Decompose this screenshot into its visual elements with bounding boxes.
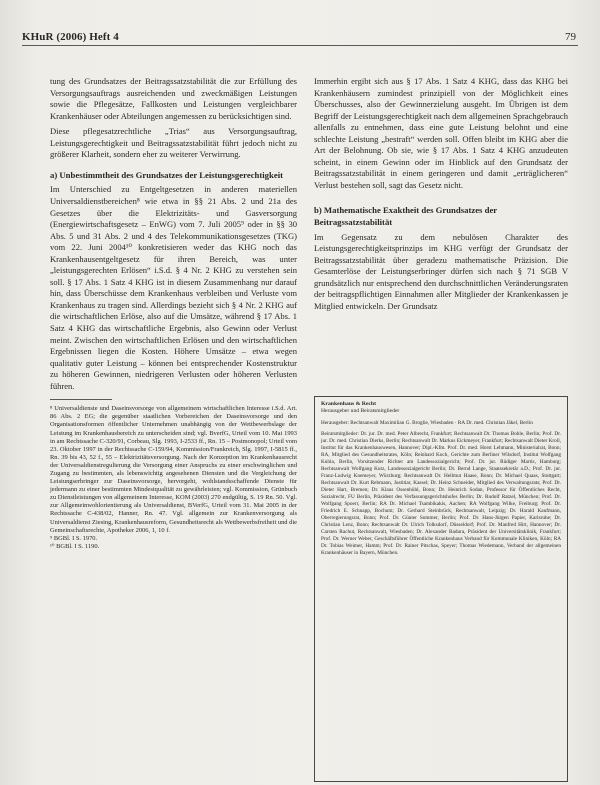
imprint-title: Krankenhaus & Recht bbox=[321, 401, 376, 407]
imprint-board-members: Beiratsmitglieder: Dr. jur. Dr. med. Peter Albrecht, Frankfurt; Rechtsanwalt Dr. Thomas Bohle, Berlin; Prof. Dr. jur. Dr. med. Christian Dierks, Berlin; Rechtsanwalt Dr. Markus Eickmeyer, Frankfurt; Rechtsanwalt Dieter Kroll, Institut für das Krankenhauswesen, Hannover; Dipl.-Kfm. Prof. Dr. med. Horst Lehmann, Ministerialrat, Bonn; RA, Mitglied des Gesundheitsrates, Köln; Reinhard Koch, Gerichte zum Berliner Wilsdorf, Institut Wolfgang Kuhla, Berlin, Vorsitzender Richter am Landessozialgericht; Prof. Dr. jur. Rüdiger Martis, Hamburg; Rechtsanwalt Wolfgang Kutz, Landessozialgericht Berlin; Dr. Bernd Lange, Staatssekretär a.D.; Prof. Dr. jur. Franz-Ludwig Knemeyer, Würzburg; Rechtsanwalt Dr. Hellmut Haase, Bonn; Dr. Michael Quaas, Stuttgart; Rechtsanwalt Dr. Kurt Rebmann, Justitiar, Kassel; Dr. Heinz Schneider, Mitglied des Verwaltungsrats; Prof. Dr. Dieter Hart, Bremen; Dr. Klaus Ossenbühl, Bonn; Dr. Heinrich Sodan, Professor für Öffentliches Recht, Sozialrecht, FU Berlin, Präsident des Verfassungsgerichtshofes Berlin; Dr. Rudolf Ratzel, München; Prof. Dr. Wolfgang Spoerr, Berlin; RA Dr. Michael Tsambikakis, Aachen; RA Wolfgang Wilke, Freiburg; Prof. Dr. Friedrich E. Schnapp, Bochum; Dr. Gerhard Steinbrück, Rechtsanwalt, Leipzig; Dr. Harald Kaufmann, Oberregierungsrat, Bonn; Prof. Dr. Günter Sommer, Berlin; Prof. Dr. Hans-Jürgen Papier, Karlsruhe; Dr. Christian Lenz, Bonn; Rechtsanwalt Dr. Ulrich Tolksdorf, Düsseldorf; Prof. Dr. Manfred Hirt, Hannover; Dr. Carsten Rachut, Rechtsanwalt, Wiesbaden; Dr. Alexander Badura, Präsident der Universitätsklinik, Frankfurt; Prof. Dr. Werner Weber, Geschäftsführer Öffentliche Krankenhaus Verband für Kommunale Kliniken, Köln; RA Dr. Tobias Weimer, Hamm; Prof. Dr. Rainer Pitschas, Speyer; Thomas Wiedemann, Verband der allgemeinen Krankenhäuser in Bayern, München. bbox=[321, 430, 561, 557]
left-paragraph-3: Im Unterschied zu Entgeltgesetzen in anderen materiellen Universaldienstbereichen⁸ wie etwa in §§ 21 Abs. 2 und 21a des Gesetzes über die Elektrizitäts- und Gasversorgung (Energiewirtschaftsgesetz – EnWG) vom 7. Juli 2005⁹ oder in §§ 30 Abs. 5 und 31 Abs. 2 und 4 des Telekommunikationsgesetzes (TKG) vom 22. Juni 2004¹⁰ konkretisieren weder das KHG noch das Krankenhausentgeltgesetz für ihren Bereich, was unter „leistungsgerechten Erlösen“ i.S.d. § 4 Nr. 2 KHG zu verstehen sein soll. § 17 Abs. 1 Satz 4 KHG ist in diesem Zusammenhang nur darauf hin, dass Überschüsse dem Krankenhaus verbleiben und Verluste vom Krankenhaus zu tragen sind. Allerdings bezieht sich § 4 Nr. 2 KHG auf die wirtschaftlichen Erlöse, also auf die Umsätze, während § 17 Abs. 1 Satz 4 KHG das wirtschaftliche Ergebnis, also Gewinn oder Verlust meint. Zwischen den wirtschaftlichen Erlösen und den wirtschaftlichen Ergebnissen liegen die Kosten. Höhere Umsätze – etwa wegen qualitativ guter Leistung – können bei entsprechender Kostenstruktur zu höheren Gewinnen, niedrigeren Verlusten oder höheren Verlusten führen. bbox=[50, 184, 297, 391]
imprint-subtitle: Herausgeber und Beiratsmitglieder bbox=[321, 408, 400, 415]
right-column bbox=[314, 76, 568, 316]
header-rule bbox=[22, 45, 578, 46]
imprint-box bbox=[314, 396, 568, 782]
footnotes bbox=[50, 405, 297, 551]
left-column bbox=[50, 76, 297, 551]
right-paragraph-1: Immerhin ergibt sich aus § 17 Abs. 1 Satz 4 KHG, dass das KHG bei Krankenhäusern zumindest prinzipiell von der Möglichkeit eines Überschusses, also der Gewinnerzielung ausgeht. Im Übrigen ist dem Begriff der Leistungsgerechtigkeit nach dem allgemeinen Sprachgebrauch allenfalls zu entnehmen, dass eine gute Leistung belohnt und eine schlechte Leistung „bestraft“ werden soll. Offen bleibt im KHG aber die Art der Belohnung. Ob sie, wie § 17 Abs. 1 Satz 4 KHG anzudeuten scheint, in einem Gewinn oder im Hinblick auf den Grundsatz der Beitragssatzstabilität in einem geringeren und damit „erträglicheren“ Verlust bestehen soll, sagt das Gesetz nicht. bbox=[314, 76, 568, 190]
section-heading-a: a) Unbestimmtheit des Grundsatzes der Leistungsgerechtigkeit bbox=[50, 169, 284, 180]
left-paragraph-2: Diese pflegesatzrechtliche „Trias“ aus Versorgungsauftrag, Leistungsgerechtigkeit und Beitragssatzstabilität führt jedoch nicht zu größerer Klarheit, sondern eher zu weiterer Verwirrung. bbox=[50, 126, 297, 160]
footnote-8: ⁸ Universaldienste und Daseinsvorsorge von allgemeinem wirtschaftlichen Interesse i.S.d. Art. 86 Abs. 2 EG; die gegenüber staatlichen Vorbereichen der Daseinsvorsorge und den Organisationsformen öffentlicher Unternehmen unabhängig von der Wettbewerbslage der Leistung im Krankenhausbereich zu unterscheiden sind; vgl. BverfG, Urteil vom 10. Mai 1993 in am Rechtssache C-320/91, Corbeau, Slg. 1993, I-2533 ff., Rn. 15 – Postmonopol; Urteil vom 23. Oktober 1997 in der Rechtssache C-159/94, Kommission/Frankreich, Slg. 1997, I-5815 ff., Rn. 39 bis 43, 52 f., 55 – Elektrizitätsversorgung. Nach der Konzeption im Krankenhausrecht der Universaldienstregulierung die Versorgung einer Anspruchs zu einer erschwinglichen und Zugang zu bestimmten, als lebenswichtig angesehenen Diensten und die Vergleichung der Leistungserbringer zur Daseinsvorsorge, hervorgeht, wohlstandsschaffende Dienste für jedermann zu einer bestimmten Mindestqualität zu gewährleisten; vgl. Kommission, Grünbuch zu Dienstleistungen von allgemeinem Interesse, KOM (2003) 270 endgültig, S. 19 Rn. 50. Vgl. zur Allgemeinwohlorientierung als Universaldienst, BVerfG, Urteil vom 31. Mai 2005 in der Rechtssache C-438/02, Hanner, Rn. 47. Vgl. allgemein zur Krankenversorgung als Universaldienst Ziesing, Krankenhausreform, Gesundheitsrecht als Wettbewerbsfreiheit und die Gemeinschaftsrechte, Apotheker 2006, 1, 10 f. bbox=[50, 405, 297, 534]
right-paragraph-2: Im Gegensatz zu dem nebulösen Charakter des Leistungsgerechtigkeitsprinzips im KHG verfügt der Grundsatz der Beitragssatzstabilität über geradezu mathematische Präzision. Die Gesamterlöse der Leistungserbringer dürfen sich nach § 71 SGB V grundsätzlich nur entsprechend den durchschnittlichen Veränderungsraten der beitragspflichtigen Einnahmen aller Mitglieder der Krankenkassen je Mitglied entwickeln. Der Grundsatz bbox=[314, 231, 568, 311]
footnote-9: ⁹ BGBl. I S. 1970. bbox=[50, 534, 98, 542]
journal-title: KHuR (2006) Heft 4 bbox=[22, 31, 119, 43]
left-paragraph-1: tung des Grundsatzes der Beitragssatzstabilität die zur Erfüllung des Versorgungsauftrags ausreichenden und zweckmäßigen Leistungen sowie die Pflegesätze, Fallkosten und Leistungen vergleichbarer Krankenhäuser oder Abteilungen angemessen zu berücksichtigen sind. bbox=[50, 76, 297, 121]
page-number: 79 bbox=[565, 31, 576, 43]
section-heading-b: b) Mathematische Exaktheit des Grundsatzes der Beitragssatzstabilität bbox=[314, 205, 497, 228]
imprint-editors: Herausgeber: Rechtsanwalt Maximilian G. Broglie, Wiesbaden · RA Dr. med. Christian Jäkel, Berlin bbox=[321, 419, 533, 426]
footnote-10: ¹⁰ BGBl. I S. 1190. bbox=[50, 542, 100, 550]
running-head bbox=[22, 29, 578, 45]
footnote-rule bbox=[50, 399, 112, 400]
